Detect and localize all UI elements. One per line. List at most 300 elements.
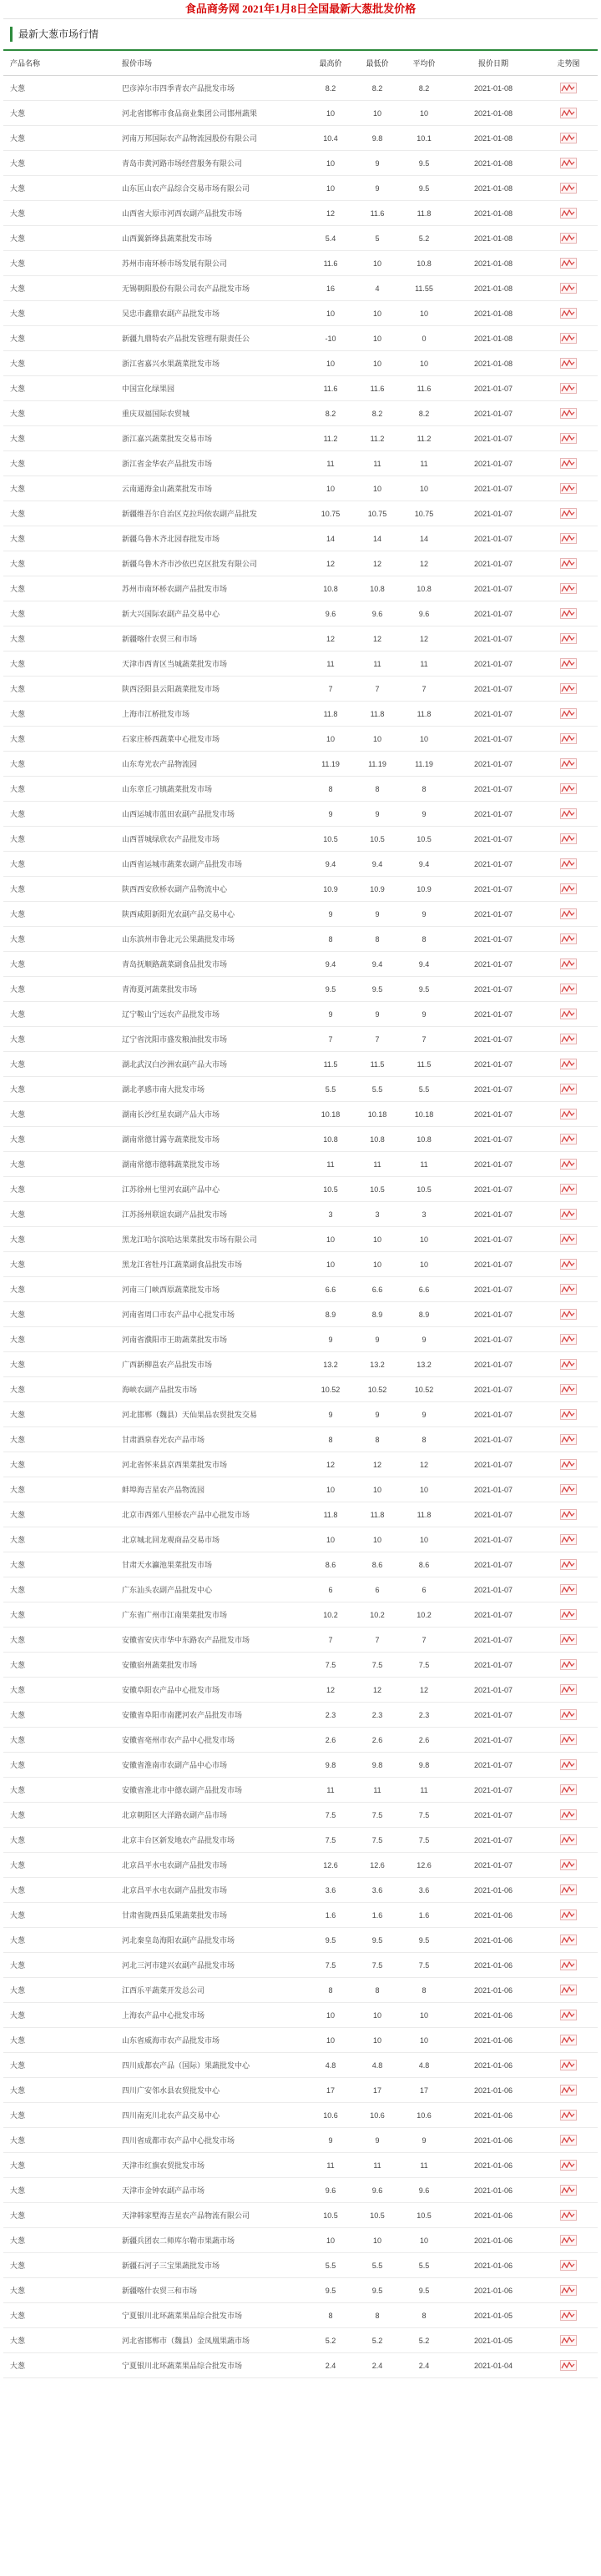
cell-max-price: 10 [307,176,354,201]
trend-chart-icon[interactable] [560,733,577,744]
cell-date: 2021-01-07 [447,677,539,702]
trend-chart-icon[interactable] [560,533,577,544]
trend-chart-icon[interactable] [560,2185,577,2196]
cell-avg-price: 10 [401,351,447,376]
cell-market[interactable]: 河北邯郸（魏县）天仙果品农贸批发交易 [115,1402,307,1427]
trend-chart-icon[interactable] [560,1359,577,1370]
trend-chart-icon[interactable] [560,1634,577,1645]
cell-market[interactable]: 云南通海金山蔬菜批发市场 [115,476,307,501]
cell-market[interactable]: 吴忠市鑫鼎农副产品批发市场 [115,301,307,326]
cell-avg-price: 11 [401,2153,447,2178]
trend-chart-icon[interactable] [560,108,577,118]
trend-chart-icon[interactable] [560,508,577,519]
cell-product: 大葱 [3,1252,115,1277]
cell-market[interactable]: 山西运城市蓝田农副产品批发市场 [115,802,307,827]
cell-max-price: 11.5 [307,1052,354,1077]
cell-market[interactable]: 湖北孝感市南大批发市场 [115,1077,307,1102]
cell-market[interactable]: 中国宣化绿果园 [115,376,307,401]
cell-avg-price: 10.6 [401,2103,447,2128]
cell-market[interactable]: 四川成都农产品（国际）果蔬批发中心 [115,2053,307,2078]
cell-market[interactable]: 天津市金钟农副产品市场 [115,2178,307,2203]
cell-avg-price: 8 [401,777,447,802]
table-row [3,677,598,702]
table-row [3,176,598,201]
trend-chart-icon[interactable] [560,158,577,169]
cell-avg-price: 9.6 [401,601,447,626]
cell-max-price: 10 [307,727,354,752]
cell-trend [539,2128,598,2153]
trend-chart-icon[interactable] [560,783,577,794]
cell-market[interactable]: 江苏扬州联谊农副产品批发市场 [115,1202,307,1227]
trend-chart-icon[interactable] [560,1184,577,1195]
trend-chart-icon[interactable] [560,1784,577,1795]
table-row [3,902,598,927]
cell-market[interactable]: 湖北武汉白沙洲农副产品大市场 [115,1052,307,1077]
cell-market[interactable]: 浙江省金华农产品批发市场 [115,451,307,476]
cell-market[interactable]: 陕西咸阳新阳光农副产品交易中心 [115,902,307,927]
cell-max-price: 10.5 [307,2203,354,2228]
table-row [3,2053,598,2078]
table-row [3,376,598,401]
cell-product: 大葱 [3,276,115,301]
cell-market[interactable]: 广东汕头农副产品批发中心 [115,1577,307,1602]
cell-min-price: 12 [354,626,401,652]
section-title: 最新大葱市场行情 [18,28,99,40]
cell-max-price: 2.4 [307,2353,354,2378]
cell-market[interactable]: 湖南常德甘露寺蔬菜批发市场 [115,1127,307,1152]
trend-chart-icon[interactable] [560,1809,577,1820]
trend-chart-icon[interactable] [560,1209,577,1220]
trend-chart-icon[interactable] [560,1859,577,1870]
cell-market[interactable]: 安徽省淮北市中德农副产品批发市场 [115,1778,307,1803]
trend-chart-icon[interactable] [560,1960,577,1970]
cell-date: 2021-01-08 [447,226,539,251]
trend-chart-icon[interactable] [560,808,577,819]
trend-chart-icon[interactable] [560,1659,577,1670]
trend-chart-icon[interactable] [560,1384,577,1395]
trend-chart-icon[interactable] [560,358,577,369]
trend-chart-icon[interactable] [560,858,577,869]
cell-date: 2021-01-07 [447,852,539,877]
cell-max-price: 8 [307,1978,354,2003]
table-row [3,1277,598,1302]
cell-date: 2021-01-07 [447,927,539,952]
trend-chart-icon[interactable] [560,2310,577,2321]
cell-market[interactable]: 新疆喀什农贸三和市场 [115,626,307,652]
trend-chart-icon[interactable] [560,2335,577,2346]
cell-market[interactable]: 安徽省阜阳市南淝河农产品批发市场 [115,1703,307,1728]
trend-chart-icon[interactable] [560,608,577,619]
trend-chart-icon[interactable] [560,1459,577,1470]
cell-market[interactable]: 北京城北回龙观商品交易市场 [115,1527,307,1552]
cell-market[interactable]: 青岛抚顺路蔬菜副食品批发市场 [115,952,307,977]
cell-trend [539,827,598,852]
trend-chart-icon[interactable] [560,1409,577,1420]
cell-date: 2021-01-06 [447,2153,539,2178]
cell-max-price: 12.6 [307,1853,354,1878]
table-row [3,852,598,877]
trend-chart-icon[interactable] [560,1534,577,1545]
cell-product: 大葱 [3,1327,115,1352]
column-header-market: 报价市场 [115,51,307,76]
trend-chart-icon[interactable] [560,1084,577,1094]
trend-chart-icon[interactable] [560,1309,577,1320]
cell-market[interactable]: 河南省濮阳市王助蔬菜批发市场 [115,1327,307,1352]
trend-chart-icon[interactable] [560,683,577,694]
cell-market[interactable]: 山东章丘刁镇蔬菜批发市场 [115,777,307,802]
cell-max-price: 5.5 [307,1077,354,1102]
trend-chart-icon[interactable] [560,408,577,419]
cell-market[interactable]: 四川南充川北农产品交易中心 [115,2103,307,2128]
cell-date: 2021-01-07 [447,476,539,501]
cell-date: 2021-01-06 [447,1978,539,2003]
trend-chart-icon[interactable] [560,2135,577,2146]
table-row [3,251,598,276]
cell-max-price: 11.2 [307,426,354,451]
cell-market[interactable]: 新疆兵团农二师库尔勒市果蔬市场 [115,2228,307,2253]
cell-date: 2021-01-07 [447,802,539,827]
cell-product: 大葱 [3,501,115,526]
cell-market[interactable]: 河北省怀来县京西果菜批发市场 [115,1452,307,1477]
trend-chart-icon[interactable] [560,2160,577,2171]
cell-market[interactable]: 河南省周口市农产品中心批发市场 [115,1302,307,1327]
trend-chart-icon[interactable] [560,2360,577,2371]
trend-chart-icon[interactable] [560,308,577,319]
trend-chart-icon[interactable] [560,583,577,594]
cell-market[interactable]: 天津市西青区当城蔬菜批发市场 [115,652,307,677]
trend-chart-icon[interactable] [560,2010,577,2020]
cell-product: 大葱 [3,451,115,476]
trend-chart-icon[interactable] [560,1234,577,1245]
trend-chart-icon[interactable] [560,258,577,269]
cell-market[interactable]: 安徽省淮南市农副产品中心市场 [115,1753,307,1778]
cell-market[interactable]: 安徽省安庆市华中东路农产品批发市场 [115,1628,307,1653]
table-row [3,2253,598,2278]
cell-market[interactable]: 黑龙江省牡丹江蔬菜副食品批发市场 [115,1252,307,1277]
trend-chart-icon[interactable] [560,333,577,344]
cell-market[interactable]: 河南三门峡西原蔬菜批发市场 [115,1277,307,1302]
cell-trend [539,526,598,551]
trend-chart-icon[interactable] [560,1059,577,1069]
cell-market[interactable]: 湖南长沙红星农副产品大市场 [115,1102,307,1127]
cell-market[interactable]: 黑龙江哈尔滨哈达果菜批发市场有限公司 [115,1227,307,1252]
cell-max-price: 7.5 [307,1828,354,1853]
cell-market[interactable]: 广西新柳邕农产品批发市场 [115,1352,307,1377]
cell-max-price: 11 [307,1152,354,1177]
cell-market[interactable]: 陕西泾阳县云阳蔬菜批发市场 [115,677,307,702]
trend-chart-icon[interactable] [560,933,577,944]
cell-market[interactable]: 江苏徐州七里河农副产品中心 [115,1177,307,1202]
trend-chart-icon[interactable] [560,1034,577,1044]
trend-chart-icon[interactable] [560,1509,577,1520]
cell-product: 大葱 [3,226,115,251]
trend-chart-icon[interactable] [560,2285,577,2296]
cell-market[interactable]: 山西翼新绛县蔬菜批发市场 [115,226,307,251]
table-row [3,476,598,501]
cell-market[interactable]: 石家庄桥西蔬菜中心批发市场 [115,727,307,752]
cell-min-price: 3.6 [354,1878,401,1903]
cell-market[interactable]: 新疆乌鲁木齐北园春批发市场 [115,526,307,551]
trend-chart-icon[interactable] [560,1159,577,1170]
trend-chart-icon[interactable] [560,833,577,844]
cell-min-price: 9 [354,151,401,176]
cell-market[interactable]: 甘肃酒泉春光农产品市场 [115,1427,307,1452]
trend-chart-icon[interactable] [560,1559,577,1570]
trend-chart-icon[interactable] [560,1734,577,1745]
cell-avg-price: 10 [401,2003,447,2028]
cell-market[interactable]: 山东滨州市鲁北元公果蔬批发市场 [115,927,307,952]
cell-min-price: 5 [354,226,401,251]
cell-min-price: 9 [354,1402,401,1427]
cell-product: 大葱 [3,1753,115,1778]
table-row [3,451,598,476]
trend-chart-icon[interactable] [560,758,577,769]
trend-chart-icon[interactable] [560,483,577,494]
cell-market[interactable]: 河北省邯郸市食品商业集团公司邯州蔬果 [115,101,307,126]
trend-chart-icon[interactable] [560,658,577,669]
trend-chart-icon[interactable] [560,2035,577,2045]
cell-market[interactable]: 上海农产品中心批发市场 [115,2003,307,2028]
trend-chart-icon[interactable] [560,2060,577,2070]
cell-market[interactable]: 巴彦淖尔市四季青农产品批发市场 [115,76,307,101]
cell-market[interactable]: 天津市红旗农贸批发市场 [115,2153,307,2178]
cell-min-price: 10.8 [354,576,401,601]
trend-chart-icon[interactable] [560,633,577,644]
cell-trend [539,2228,598,2253]
trend-chart-icon[interactable] [560,883,577,894]
trend-chart-icon[interactable] [560,1484,577,1495]
cell-market[interactable]: 安徽宿州蔬菜批发市场 [115,1653,307,1678]
trend-chart-icon[interactable] [560,83,577,93]
cell-market[interactable]: 新大兴国际农副产品交易中心 [115,601,307,626]
cell-market[interactable]: 辽宁鞍山宁远农产品批发市场 [115,1002,307,1027]
cell-max-price: 11.19 [307,752,354,777]
cell-market[interactable]: 蚌埠海吉星农产品物流园 [115,1477,307,1502]
cell-market[interactable]: 山东省威海市农产品批发市场 [115,2028,307,2053]
trend-chart-icon[interactable] [560,1684,577,1695]
trend-chart-icon[interactable] [560,1284,577,1295]
cell-trend [539,1803,598,1828]
cell-product: 大葱 [3,1402,115,1427]
trend-chart-icon[interactable] [560,1985,577,1995]
cell-market[interactable]: 苏州市南环桥农副产品批发市场 [115,576,307,601]
cell-date: 2021-01-07 [447,777,539,802]
cell-min-price: 10 [354,301,401,326]
trend-chart-icon[interactable] [560,233,577,244]
table-row [3,2228,598,2253]
cell-market[interactable]: 新疆维吾尔自治区克拉玛依农副产品批发 [115,501,307,526]
cell-date: 2021-01-07 [447,1552,539,1577]
cell-market[interactable]: 海峡农副产品批发市场 [115,1377,307,1402]
cell-market[interactable]: 山西省大原市河西农副产品批发市场 [115,201,307,226]
cell-date: 2021-01-07 [447,752,539,777]
table-row [3,1803,598,1828]
cell-avg-price: 10.5 [401,1177,447,1202]
cell-date: 2021-01-06 [447,2103,539,2128]
cell-market[interactable]: 浙江省嘉兴水果蔬菜批发市场 [115,351,307,376]
cell-market[interactable]: 宁夏银川北环蔬菜果品综合批发市场 [115,2303,307,2328]
cell-avg-price: 5.5 [401,2253,447,2278]
cell-market[interactable]: 上海市江桥批发市场 [115,702,307,727]
table-row [3,1452,598,1477]
cell-min-price: 10.5 [354,827,401,852]
trend-chart-icon[interactable] [560,908,577,919]
table-row [3,1602,598,1628]
cell-market[interactable]: 青海夏河蔬菜批发市场 [115,977,307,1002]
cell-max-price: 10.8 [307,576,354,601]
table-row [3,1653,598,1678]
cell-market[interactable]: 湖南常德市德韩蔬菜批发市场 [115,1152,307,1177]
cell-market[interactable]: 四川省成都市农产品中心批发市场 [115,2128,307,2153]
trend-chart-icon[interactable] [560,2235,577,2246]
trend-chart-icon[interactable] [560,1259,577,1270]
cell-market[interactable]: 河北三河市建兴农副产品批发市场 [115,1953,307,1978]
cell-market[interactable]: 山西晋城绿欣农产品批发市场 [115,827,307,852]
trend-chart-icon[interactable] [560,1834,577,1845]
cell-market[interactable]: 河北省邯郸市（魏县）金凤凰果蔬市场 [115,2328,307,2353]
cell-product: 大葱 [3,752,115,777]
cell-market[interactable]: 山东寿光农产品物流园 [115,752,307,777]
trend-chart-icon[interactable] [560,1759,577,1770]
cell-market[interactable]: 新疆乌鲁木齐市沙依巴克区批发有限公司 [115,551,307,576]
cell-market[interactable]: 江西乐平蔬菜开发总公司 [115,1978,307,2003]
trend-chart-icon[interactable] [560,133,577,143]
cell-market[interactable]: 北京丰台区新发地农产品批发市场 [115,1828,307,1853]
cell-market[interactable]: 甘肃省陇西县瓜果蔬菜批发市场 [115,1903,307,1928]
cell-market[interactable]: 重庆双福国际农贸城 [115,401,307,426]
cell-avg-price: 7.5 [401,1653,447,1678]
cell-avg-price: 11 [401,1778,447,1803]
cell-avg-price: 9.4 [401,852,447,877]
cell-trend [539,176,598,201]
cell-market[interactable]: 甘肃天水瀛池果菜批发市场 [115,1552,307,1577]
cell-min-price: 11.5 [354,1052,401,1077]
cell-market[interactable]: 山东匡山农产品综合交易市场有限公司 [115,176,307,201]
cell-date: 2021-01-08 [447,151,539,176]
table-row [3,1002,598,1027]
trend-chart-icon[interactable] [560,708,577,719]
trend-chart-icon[interactable] [560,1609,577,1620]
cell-max-price: 9.4 [307,852,354,877]
cell-avg-price: 10.1 [401,126,447,151]
cell-max-price: 17 [307,2078,354,2103]
cell-avg-price: 8.2 [401,401,447,426]
cell-product: 大葱 [3,2253,115,2278]
trend-chart-icon[interactable] [560,1109,577,1119]
cell-market[interactable]: 天津韩家墅海吉星农产品物流有限公司 [115,2203,307,2228]
table-row [3,1077,598,1102]
cell-market[interactable]: 广东省广州市江南果菜批发市场 [115,1602,307,1628]
cell-product: 大葱 [3,1077,115,1102]
cell-min-price: 7 [354,677,401,702]
cell-product: 大葱 [3,1452,115,1477]
trend-chart-icon[interactable] [560,458,577,469]
cell-market[interactable]: 无锡朝阳股份有限公司农产品批发市场 [115,276,307,301]
cell-avg-price: 10.5 [401,2203,447,2228]
trend-chart-icon[interactable] [560,1709,577,1720]
cell-min-price: 11.6 [354,201,401,226]
cell-market[interactable]: 新疆九鼎特农产品批发管理有限责任公 [115,326,307,351]
cell-market[interactable]: 四川广安邻水县农贸批发中心 [115,2078,307,2103]
trend-chart-icon[interactable] [560,1434,577,1445]
cell-date: 2021-01-08 [447,351,539,376]
trend-chart-icon[interactable] [560,558,577,569]
cell-market[interactable]: 青岛市黄河路市场经营服务有限公司 [115,151,307,176]
cell-market[interactable]: 河南万邦国际农产品物流园股份有限公司 [115,126,307,151]
cell-market[interactable]: 浙江嘉兴蔬菜批发交易市场 [115,426,307,451]
trend-chart-icon[interactable] [560,2260,577,2271]
cell-market[interactable]: 宁夏银川北环蔬菜果品综合批发市场 [115,2353,307,2378]
trend-chart-icon[interactable] [560,1134,577,1145]
table-row [3,1127,598,1152]
cell-trend [539,576,598,601]
cell-market[interactable]: 北京昌平水屯农副产品批发市场 [115,1853,307,1878]
cell-date: 2021-01-07 [447,1352,539,1377]
cell-market[interactable]: 陕西西安欣桥农副产品物流中心 [115,877,307,902]
cell-trend [539,652,598,677]
cell-market[interactable]: 北京市西郊八里桥农产品中心批发市场 [115,1502,307,1527]
cell-date: 2021-01-07 [447,1828,539,1853]
cell-market[interactable]: 苏州市南环桥市场发展有限公司 [115,251,307,276]
table-row [3,777,598,802]
trend-chart-icon[interactable] [560,1334,577,1345]
cell-trend [539,1152,598,1177]
trend-chart-icon[interactable] [560,383,577,394]
cell-market[interactable]: 山西省运城市蔬菜农副产品批发市场 [115,852,307,877]
trend-chart-icon[interactable] [560,1884,577,1895]
cell-date: 2021-01-04 [447,2353,539,2378]
cell-market[interactable]: 辽宁省沈阳市盛发粮油批发市场 [115,1027,307,1052]
trend-chart-icon[interactable] [560,1909,577,1920]
trend-chart-icon[interactable] [560,2110,577,2121]
trend-chart-icon[interactable] [560,208,577,219]
cell-trend [539,1828,598,1853]
cell-market[interactable]: 新疆喀什农贸三和市场 [115,2278,307,2303]
cell-min-price: 9.6 [354,2178,401,2203]
trend-chart-icon[interactable] [560,2210,577,2221]
trend-chart-icon[interactable] [560,2085,577,2096]
trend-chart-icon[interactable] [560,183,577,194]
trend-chart-icon[interactable] [560,1584,577,1595]
cell-max-price: 10.75 [307,501,354,526]
cell-max-price: 2.3 [307,1703,354,1728]
trend-chart-icon[interactable] [560,958,577,969]
trend-chart-icon[interactable] [560,1935,577,1945]
cell-trend [539,1953,598,1978]
cell-market[interactable]: 新疆石河子三宝果蔬批发市场 [115,2253,307,2278]
cell-market[interactable]: 北京昌平水屯农副产品批发市场 [115,1878,307,1903]
cell-market[interactable]: 安徽省亳州市农产品中心批发市场 [115,1728,307,1753]
trend-chart-icon[interactable] [560,1009,577,1019]
cell-trend [539,977,598,1002]
trend-chart-icon[interactable] [560,283,577,294]
cell-market[interactable]: 北京朝阳区大洋路农副产品市场 [115,1803,307,1828]
cell-min-price: 9 [354,902,401,927]
cell-market[interactable]: 河北秦皇岛海阳农副产品批发市场 [115,1928,307,1953]
trend-chart-icon[interactable] [560,433,577,444]
cell-max-price: 10 [307,1227,354,1252]
cell-product: 大葱 [3,802,115,827]
cell-market[interactable]: 安徽阜阳农产品中心批发市场 [115,1678,307,1703]
table-row [3,1027,598,1052]
trend-chart-icon[interactable] [560,984,577,994]
table-row [3,101,598,126]
cell-product: 大葱 [3,1803,115,1828]
table-row [3,702,598,727]
cell-date: 2021-01-07 [447,877,539,902]
cell-avg-price: 10 [401,727,447,752]
cell-trend [539,1678,598,1703]
